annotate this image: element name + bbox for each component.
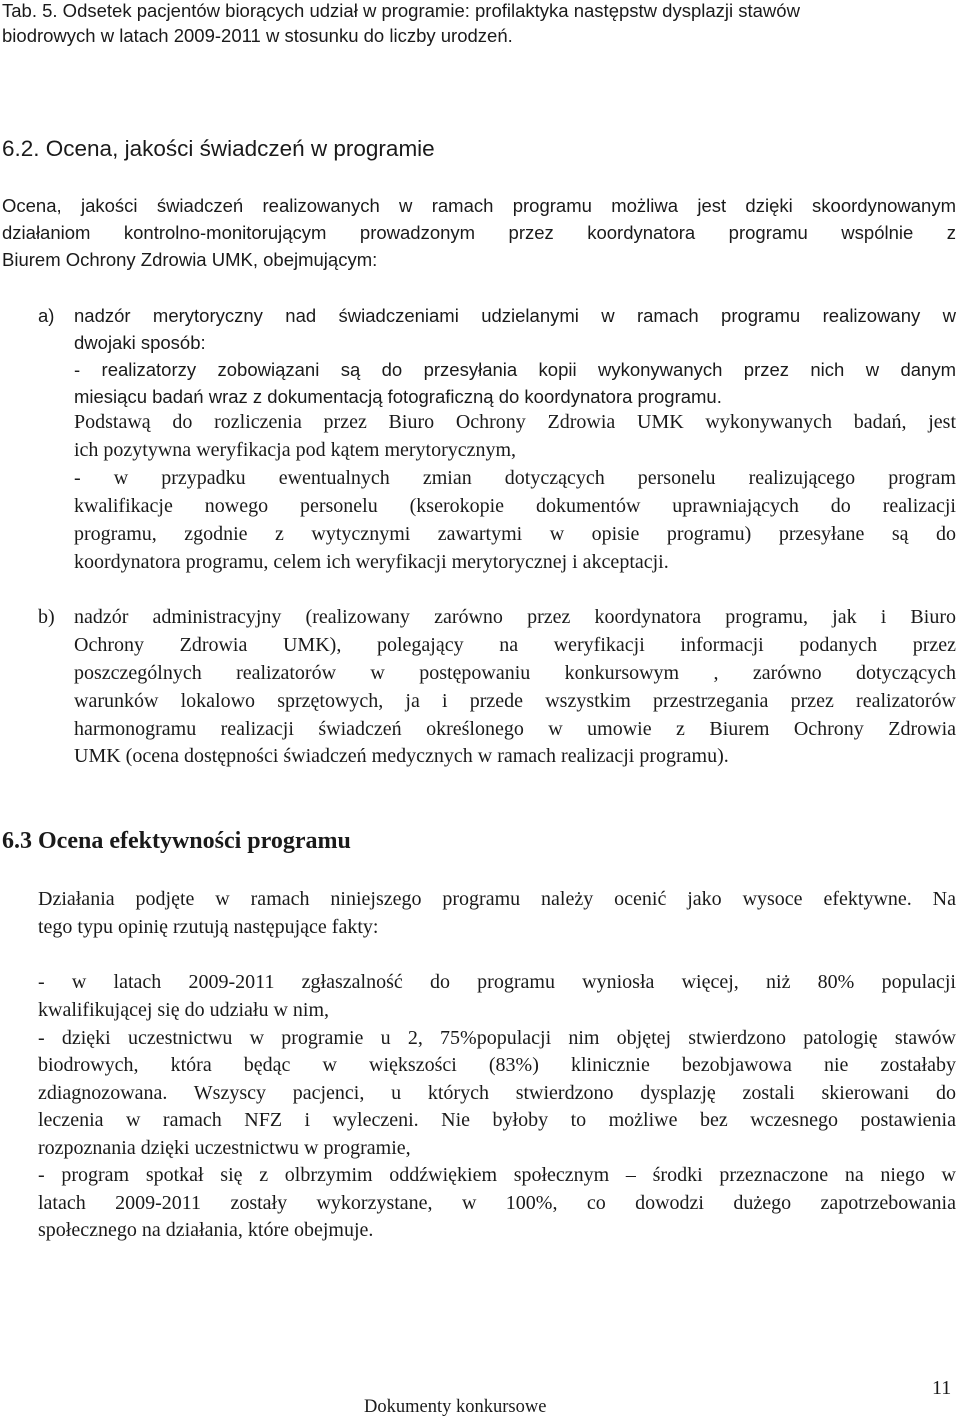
paragraph-line: biodrowych, która będąc w większości (83%) klinicznie bezobjawowa nie zostałaby — [38, 1054, 956, 1076]
paragraph-line: Biurem Ochrony Zdrowia UMK, obejmującym: — [2, 249, 378, 270]
paragraph-line: nadzór administracyjny (realizowany zarówno przez koordynatora programu, jak i Biuro — [74, 606, 956, 628]
paragraph-line: poszczególnych realizatorów w postępowaniu konkursowym , zarówno dotyczących — [74, 662, 956, 684]
paragraph-line: latach 2009-2011 zostały wykorzystane, w 100%, co dowodzi dużego zapotrzebowania — [38, 1192, 956, 1214]
paragraph-line: harmonogramu realizacji świadczeń określonego w umowie z Biurem Ochrony Zdrowia — [74, 718, 956, 740]
paragraph-line: nadzór merytoryczny nad świadczeniami udzielanymi w ramach programu realizowany w — [74, 305, 956, 326]
paragraph-line: - program spotkał się z olbrzymim oddźwiękiem społecznym – środki przeznaczone na niego w — [38, 1164, 956, 1186]
paragraph-line: społecznego na działania, które obejmuje. — [38, 1219, 374, 1241]
paragraph-line: warunków lokalowo sprzętowych, ja i przede wszystkim przestrzegania przez realizatorów — [74, 690, 956, 712]
section-heading-6-3: 6.3 Ocena efektywności programu — [2, 828, 351, 854]
paragraph-line: Ocena, jakości świadczeń realizowanych w ramach programu możliwa jest dzięki skoordynowanym — [2, 195, 956, 216]
footer-label: Dokumenty konkursowe — [364, 1397, 547, 1417]
paragraph-line: koordynatora programu, celem ich weryfikacji merytorycznej i akceptacji. — [74, 551, 669, 573]
paragraph-line: programu, zgodnie z wytycznymi zawartymi w opisie programu) przesyłane są do — [74, 523, 956, 545]
paragraph-line: zdiagnozowana. Wszyscy pacjenci, u których stwierdzono dysplazję zostali skierowani do — [38, 1082, 956, 1104]
paragraph-line: UMK (ocena dostępności świadczeń medycznych w ramach realizacji programu). — [74, 745, 729, 767]
caption-line: Tab. 5. Odsetek pacjentów biorących udział w programie: profilaktyka następstw dysplazji stawów — [2, 0, 800, 21]
paragraph-line: - w latach 2009-2011 zgłaszalność do programu wyniosła więcej, niż 80% populacji — [38, 971, 956, 993]
list-marker: a) — [38, 305, 55, 326]
paragraph-line: tego typu opinię rzutują następujące fakty: — [38, 916, 379, 938]
section-heading-6-2: 6.2. Ocena, jakości świadczeń w programie — [2, 136, 435, 161]
paragraph-line: ich pozytywna weryfikacja pod kątem merytorycznym, — [74, 439, 517, 461]
caption-line: biodrowych w latach 2009-2011 w stosunku do liczby urodzeń. — [2, 25, 513, 46]
paragraph-line: kwalifikacje nowego personelu (kserokopie dokumentów uprawniających do realizacji — [74, 495, 956, 517]
paragraph-line: - w przypadku ewentualnych zmian dotyczących personelu realizującego program — [74, 467, 956, 489]
paragraph-line: Podstawą do rozliczenia przez Biuro Ochrony Zdrowia UMK wykonywanych badań, jest — [74, 411, 956, 433]
page-number: 11 — [932, 1377, 952, 1399]
paragraph-line: dwojaki sposób: — [74, 332, 206, 353]
paragraph-line: - dzięki uczestnictwu w programie u 2, 75%populacji nim objętej stwierdzono patologię stawów — [38, 1027, 956, 1049]
paragraph-line: Ochrony Zdrowia UMK), polegający na weryfikacji informacji podanych przez — [74, 634, 956, 656]
paragraph-line: kwalifikującej się do udziału w nim, — [38, 999, 330, 1021]
paragraph-line: - realizatorzy zobowiązani są do przesyłania kopii wykonywanych przez nich w danym — [74, 359, 956, 380]
paragraph-line: leczenia w ramach NFZ i wyleczeni. Nie byłoby to możliwe bez wczesnego postawienia — [38, 1109, 956, 1131]
paragraph-line: miesiącu badań wraz z dokumentacją fotograficzną do koordynatora programu. — [74, 386, 722, 407]
paragraph-line: rozpoznania dzięki uczestnictwu w programie, — [38, 1137, 411, 1159]
paragraph-line: Działania podjęte w ramach niniejszego programu należy ocenić jako wysoce efektywne. Na — [38, 888, 956, 910]
list-marker: b) — [38, 606, 55, 628]
paragraph-line: działaniom kontrolno-monitorującym prowadzonym przez koordynatora programu wspólnie z — [2, 222, 956, 243]
